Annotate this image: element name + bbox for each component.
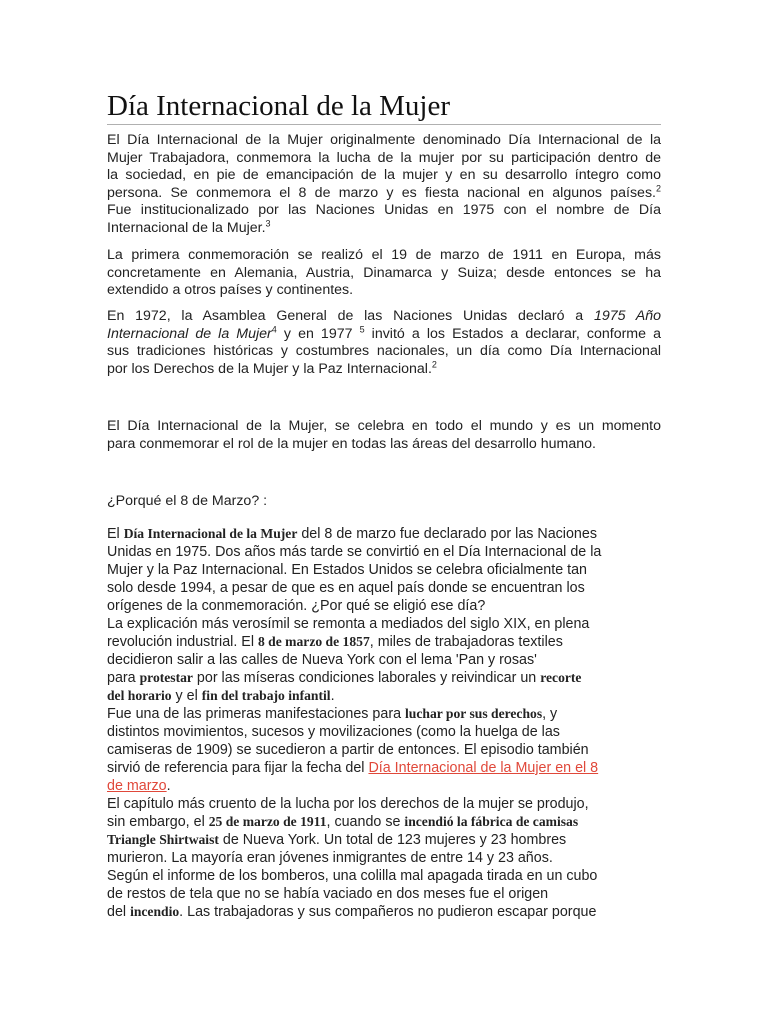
- text-line: Unidas en 1975. Dos años más tarde se convirtió en el Día Internacional de la: [107, 544, 602, 560]
- footnote-ref[interactable]: 5: [359, 323, 365, 334]
- text-line: decidieron salir a las calles de Nueva York con el lema 'Pan y rosas': [107, 652, 537, 668]
- question-line: ¿Porqué el 8 de Marzo? :: [107, 493, 268, 509]
- text-line: Internacional de la Mujer.$^3$: [107, 217, 271, 236]
- text-line: murieron. La mayoría eran jóvenes inmigrantes de entre 14 y 23 años.: [107, 850, 553, 866]
- text-line: la sociedad, en pie de emancipación de la mujer y en su desarrollo íntegro como: [107, 167, 661, 183]
- text-line: El capítulo más cruento de la lucha por los derechos de la mujer se produjo,: [107, 796, 589, 812]
- text-line: Mujer Trabajadora, conmemora la lucha de la mujer por su participación dentro de: [107, 149, 661, 166]
- text-line: solo desde 1994, a pesar de que es en aquel país donde se encuentran los: [107, 580, 585, 596]
- text-line: concretamente en Alemania, Austria, Dinamarca y Suiza; desde entonces se ha: [107, 264, 661, 281]
- text-line: En 1972, la Asamblea General de las Naciones Unidas declaró a 1975 Año: [107, 308, 661, 324]
- text-line: de marzo.: [107, 778, 171, 794]
- text-line: El Día Internacional de la Mujer del 8 de marzo fue declarado por las Naciones: [107, 526, 597, 542]
- text-line: del incendio. Las trabajadoras y sus compañeros no pudieron escapar porque: [107, 904, 597, 920]
- text-line: La primera conmemoración se realizó el 19 de marzo de 1911 en Europa, más: [107, 247, 661, 263]
- text-line: orígenes de la conmemoración. ¿Por qué se eligió ese día?: [107, 598, 486, 614]
- article-body: [107, 525, 661, 921]
- text-line: Fue institucionalizado por las Naciones Unidas en 1975 con el nombre de Día: [107, 202, 661, 218]
- footnote-ref[interactable]: 4: [271, 323, 277, 334]
- text-line: Internacional de la Mujer$^4$ y en 1977 $^5$ invitó a los Estados a declarar, conforme a: [107, 323, 661, 342]
- section-question: [107, 493, 661, 511]
- text-line: persona. Se conmemora el 8 de marzo y es fiesta nacional en algunos países.$^2$: [107, 182, 661, 201]
- text-line: para protestar por las míseras condiciones laborales y reivindicar un recorte: [107, 670, 582, 686]
- text-line: de restos de tela que no se había vaciado en dos meses fue el origen: [107, 886, 549, 902]
- text-line: sin embargo, el 25 de marzo de 1911, cuando se incendió la fábrica de camisas: [107, 814, 579, 830]
- womens-day-link-cont[interactable]: de marzo: [107, 778, 167, 794]
- text-line: camiseras de 1909) se sucedieron a partir de entonces. El episodio también: [107, 742, 589, 758]
- text-line: La explicación más verosímil se remonta a mediados del siglo XIX, en plena: [107, 616, 590, 632]
- text-line: El Día Internacional de la Mujer, se celebra en todo el mundo y es un momento: [107, 418, 661, 434]
- text-line: Mujer y la Paz Internacional. En Estados Unidos se celebra oficialmente tan: [107, 562, 587, 578]
- text-line: extendido a otros países y continentes.: [107, 282, 354, 298]
- text-line: distintos movimientos, sucesos y movilizaciones (como la huelga de las: [107, 724, 560, 740]
- text-line: El Día Internacional de la Mujer originalmente denominado Día Internacional de la: [107, 132, 661, 148]
- footnote-ref[interactable]: 2: [655, 182, 661, 193]
- text-line: del horario y el fin del trabajo infantil.: [107, 688, 335, 704]
- text-line: revolución industrial. El 8 de marzo de 1857, miles de trabajadoras textiles: [107, 634, 563, 650]
- text-line: Triangle Shirtwaist de Nueva York. Un total de 123 mujeres y 23 hombres: [107, 832, 567, 848]
- text-line: para conmemorar el rol de la mujer en todas las áreas del desarrollo humano.: [107, 435, 596, 452]
- womens-day-link[interactable]: Día Internacional de la Mujer en el 8: [368, 760, 599, 776]
- paragraph-first-commemoration: [107, 247, 661, 300]
- text-line: sirvió de referencia para fijar la fecha del Día Internacional de la Mujer en el 8: [107, 760, 599, 776]
- paragraph-un-declaration: [107, 308, 661, 378]
- paragraph-celebration: [107, 418, 661, 453]
- text-line: sus tradiciones históricas y costumbres nacionales, un día como Día Internacional: [107, 343, 661, 359]
- page-title: Día Internacional de la Mujer: [107, 88, 661, 125]
- text-line: Según el informe de los bomberos, una colilla mal apagada tirada en un cubo: [107, 868, 598, 884]
- text-line: Fue una de las primeras manifestaciones para luchar por sus derechos, y: [107, 706, 558, 722]
- footnote-ref[interactable]: 3: [265, 217, 271, 228]
- paragraph-intro: [107, 132, 661, 237]
- footnote-ref[interactable]: 2: [431, 358, 437, 369]
- text-line: por los Derechos de la Mujer y la Paz Internacional.$^2$: [107, 358, 437, 377]
